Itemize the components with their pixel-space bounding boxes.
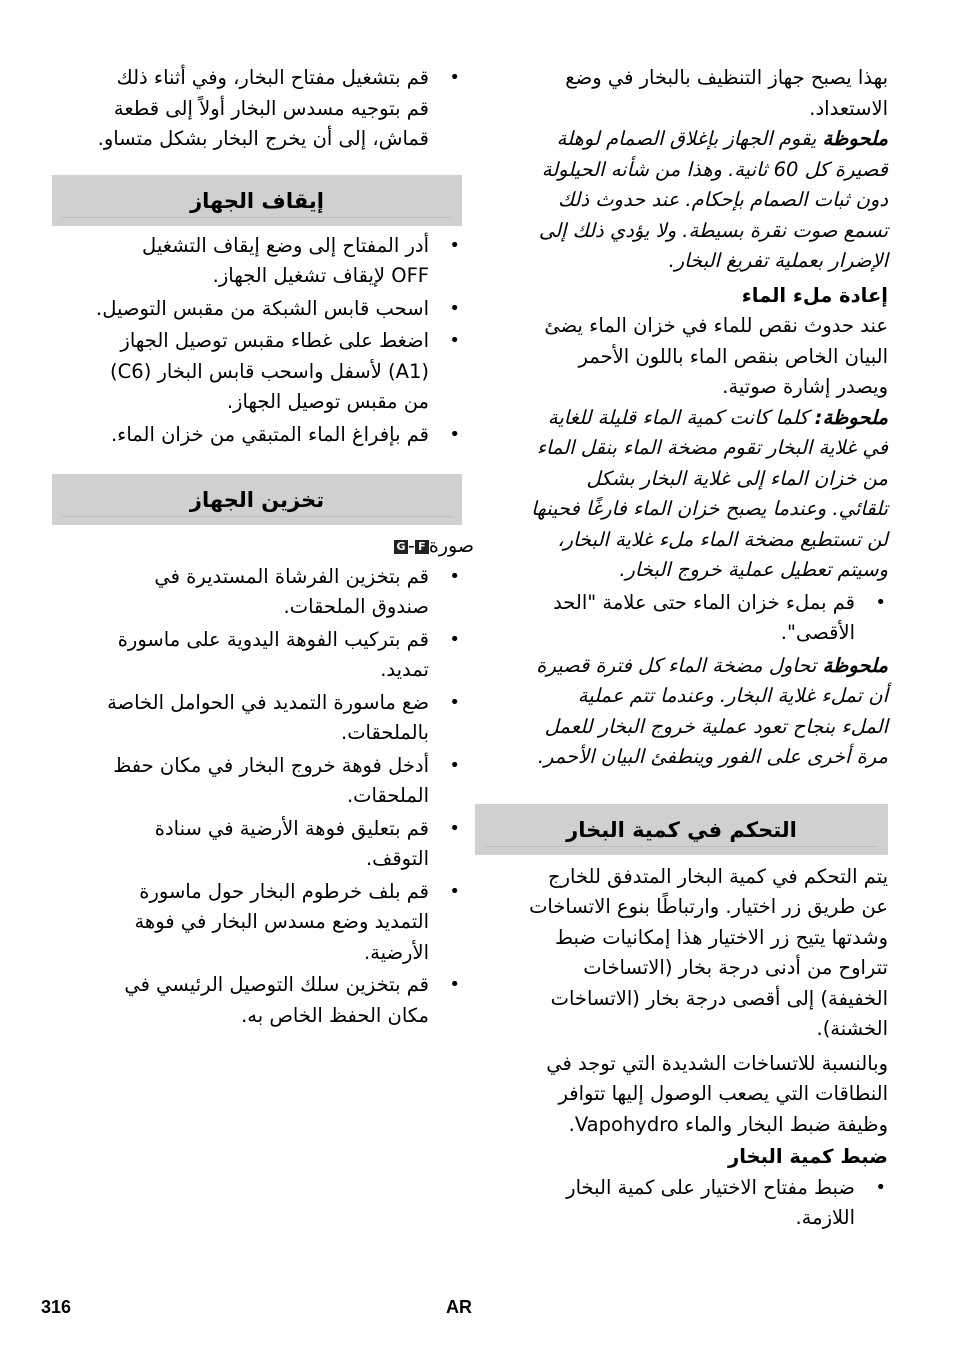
text-line: ضع ماسورة التمديد في الحوامل الخاصة	[107, 690, 429, 714]
picture-dash: -	[408, 535, 415, 557]
text-line: الخشنة).	[816, 1017, 888, 1040]
text-line: تسمع صوت نقرة بسيطة. ولا يؤدي ذلك إلى	[538, 218, 888, 242]
text-line: قم بلف خرطوم البخار حول ماسورة	[139, 879, 429, 903]
list-item	[52, 751, 462, 812]
list-item	[488, 1173, 888, 1234]
text-line: يتم التحكم في كمية البخار المتدفق للخارج	[548, 864, 888, 888]
page-number: 316	[41, 1297, 72, 1317]
section-header-switch-off	[52, 175, 462, 226]
steam-control-paragraph	[488, 862, 888, 1045]
divider	[485, 846, 878, 847]
picture-tag-g: G	[394, 540, 408, 554]
text-line: اضغط على غطاء مقبس توصيل الجهاز	[120, 329, 429, 352]
text-line: تمديد.	[380, 658, 429, 681]
text-line: من خزان الماء إلى غلاية البخار بشكل	[586, 466, 888, 490]
text-line: قم بتركيب الفوهة اليدوية على ماسورة	[117, 627, 429, 651]
text-line: الخفيفة) إلى أقصى درجة بخار (الاتساخات	[550, 986, 888, 1010]
text-line: النطاقات التي يصعب الوصول إليها تتوافر	[558, 1082, 888, 1105]
list-item	[52, 63, 462, 155]
refill-bullet-list	[488, 588, 888, 649]
text-line: صندوق الملحقات.	[283, 595, 429, 618]
section-title: إيقاف الجهاز	[190, 188, 324, 213]
text-line: أن تملء غلاية البخار. وعندما تتم عملية	[577, 684, 888, 707]
text-line: الملء بنجاح تعود عملية خروج البخار للعمل	[544, 714, 888, 738]
text-line: تلقائي. وعندما يصبح خزان الماء فارغًا فحينها	[531, 497, 888, 520]
list-item	[52, 294, 462, 325]
language-code: AR	[446, 1297, 472, 1317]
text-line: الاستعداد.	[809, 96, 888, 120]
text-line: أدر المفتاح إلى وضع إيقاف التشغيل	[142, 233, 429, 257]
steam-adjust-list	[488, 1173, 888, 1234]
text-line: في غلاية البخار تقوم مضخة الماء بنقل الماء	[536, 436, 888, 459]
note-label: ملحوظة	[822, 653, 888, 677]
text-line: يقوم الجهاز بإغلاق الصمام لوهلة	[556, 127, 823, 150]
text-line: قم بإفراغ الماء المتبقي من خزان الماء.	[110, 422, 429, 446]
text-line: قم بتوجيه مسدس البخار أولاً إلى قطعة	[113, 96, 429, 120]
text-line: قم بتشغيل مفتاح البخار، وفي أثناء ذلك	[116, 66, 429, 89]
text-line: دون ثبات الصمام بإحكام. عند حدوث ذلك	[557, 188, 888, 211]
text-line: OFF لإيقاف تشغيل الجهاز.	[212, 264, 429, 287]
vapohydro-paragraph	[488, 1049, 888, 1141]
text-line: بهذا يصبح جهاز التنظيف بالبخار في وضع	[565, 66, 888, 89]
storage-list	[52, 562, 462, 1032]
steam-adjust-heading: ضبط كمية البخار	[727, 1145, 888, 1168]
note-valve	[488, 124, 888, 277]
text-line: لن تستطيع مضخة الماء ملء غلاية البخار،	[557, 527, 888, 551]
text-line: عن طريق زر اختيار. وارتباطًا بنوع الاتساخات	[529, 895, 888, 918]
text-line: تحاول مضخة الماء كل فترة قصيرة	[536, 653, 823, 677]
text-line: الملحقات.	[346, 784, 429, 807]
text-line: اسحب قابس الشبكة من مقبس التوصيل.	[96, 296, 429, 320]
refill-heading: إعادة ملء الماء	[741, 283, 888, 307]
list-item	[52, 562, 462, 623]
text-line: قماش، إلى أن يخرج البخار بشكل متساو.	[97, 127, 429, 150]
picture-tag-f: F	[415, 540, 429, 554]
top-bullet-list	[52, 63, 462, 155]
text-line: التوقف.	[365, 847, 429, 870]
text-line: وظيفة ضبط البخار والماء Vapohydro.	[568, 1112, 888, 1136]
text-line: تتراوح من أدنى درجة بخار (الاتساخات	[583, 956, 888, 979]
note-pump	[488, 403, 888, 586]
text-line: عند حدوث نقص للماء في خزان الماء يضئ	[544, 314, 888, 337]
section-title: تخزين الجهاز	[189, 488, 325, 512]
list-item	[52, 970, 462, 1031]
text-line: (A1) لأسفل واسحب قابس البخار (C6)	[110, 359, 429, 383]
list-item	[488, 588, 888, 649]
section-title: التحكم في كمية البخار	[566, 817, 797, 842]
text-line: أدخل فوهة خروج البخار في مكان حفظ	[113, 753, 429, 777]
text-line: كلما كانت كمية الماء قليلة للغاية	[547, 405, 815, 429]
text-line: قم بتخزين الفرشاة المستديرة في	[154, 564, 429, 588]
section-header-steam-control	[475, 804, 888, 855]
left-column	[52, 63, 474, 1033]
list-item	[52, 326, 462, 418]
divider	[62, 516, 452, 517]
text-line: البيان الخاص بنقص الماء باللون الأحمر	[578, 344, 888, 368]
note-refill-success	[488, 651, 888, 773]
text-line: التمديد وضع مسدس البخار في فوهة	[134, 910, 429, 933]
text-line: قصيرة كل 60 ثانية. وهذا من شأنه الحيلولة	[541, 157, 888, 181]
list-item	[52, 877, 462, 969]
text-line: مرة أخرى على الفور وينطفئ البيان الأحمر.	[537, 745, 888, 768]
switch-off-list	[52, 231, 462, 451]
list-item	[52, 814, 462, 875]
text-line: وسيتم تعطيل عملية خروج البخار.	[619, 558, 888, 581]
text-line: مكان الحفظ الخاص به.	[241, 1003, 429, 1027]
text-line: ضبط مفتاح الاختيار على كمية البخار	[566, 1175, 855, 1199]
text-line: ويصدر إشارة صوتية.	[722, 375, 888, 398]
list-item	[52, 688, 462, 749]
list-item	[52, 231, 462, 292]
picture-word: صورة	[428, 535, 474, 557]
list-item	[52, 420, 462, 451]
note-label: ملحوظة:	[814, 405, 888, 429]
text-line: قم بملء خزان الماء حتى علامة "الحد	[553, 590, 855, 614]
right-column	[488, 63, 888, 1236]
intro-paragraph	[488, 63, 888, 124]
text-line: وبالنسبة للاتساخات الشديدة التي توجد في	[546, 1051, 888, 1075]
text-line: الأقصى".	[780, 621, 855, 644]
section-header-storage	[52, 474, 462, 525]
text-line: الإضرار بعملية تفريغ البخار.	[668, 249, 888, 272]
text-line: قم بتعليق فوهة الأرضية في سنادة	[154, 816, 429, 840]
divider	[62, 217, 452, 218]
text-line: بالملحقات.	[341, 721, 429, 744]
text-line: الأرضية.	[363, 940, 429, 964]
refill-paragraph	[488, 311, 888, 403]
picture-reference	[52, 531, 474, 562]
text-line: قم بتخزين سلك التوصيل الرئيسي في	[124, 973, 429, 996]
list-item	[52, 625, 462, 686]
text-line: اللازمة.	[795, 1206, 855, 1229]
note-label: ملحوظة	[822, 127, 888, 150]
text-line: وشدتها يتيح زر الاختيار هذا إمكانيات ضبط	[555, 925, 888, 949]
text-line: من مقبس توصيل الجهاز.	[226, 390, 429, 413]
